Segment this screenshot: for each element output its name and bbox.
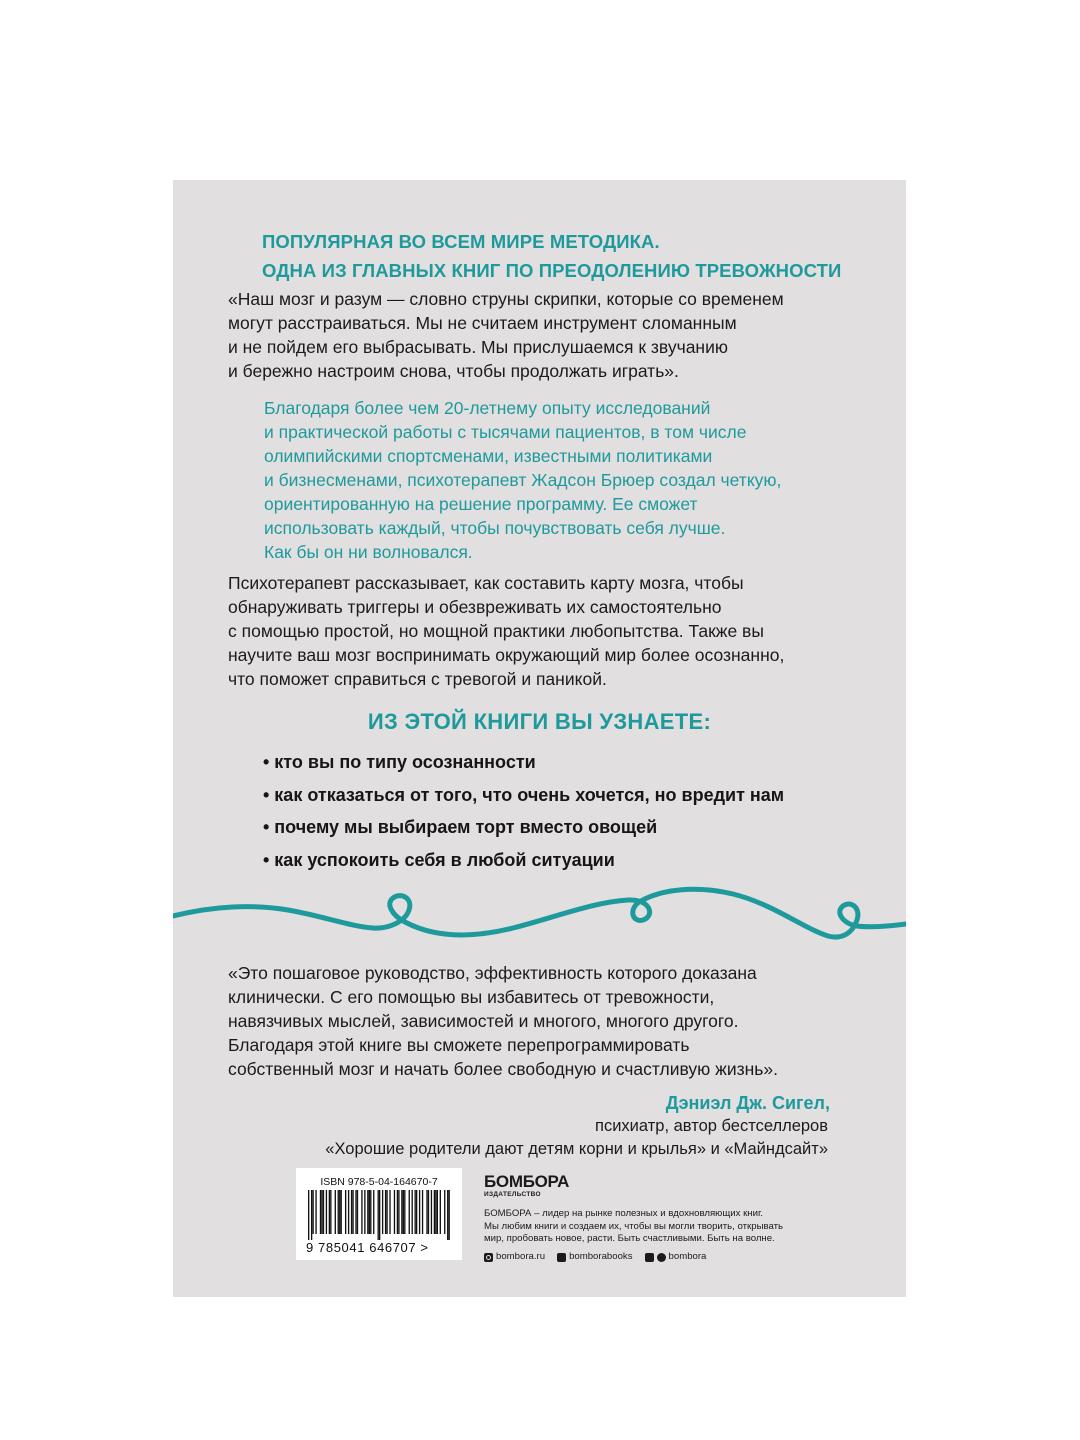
barcode-bar — [308, 1190, 309, 1240]
quote-line: клинически. С его помощью вы избавитесь от тревожности, — [228, 987, 715, 1007]
paragraph-line: научите ваш мозг воспринимать окружающий мир более осознанно, — [228, 645, 785, 665]
isbn-number: ISBN 978-5-04-164670-7 — [320, 1176, 438, 1188]
paragraph-line: обнаруживать триггеры и обезвреживать их самостоятельно — [228, 597, 722, 617]
endorsement-quote — [228, 961, 778, 1081]
barcode-bar — [357, 1190, 358, 1234]
list-item: • как успокоить себя в любой ситуации — [263, 849, 615, 870]
publisher-line: БОМБОРА – лидер на рынке полезных и вдохновляющих книг. — [484, 1208, 763, 1219]
barcode-bar — [373, 1190, 374, 1234]
social-label: bombora — [668, 1251, 707, 1262]
barcode-bar — [426, 1190, 427, 1234]
barcode-bar — [323, 1190, 324, 1234]
barcode-bar — [416, 1190, 417, 1234]
barcode-bar — [335, 1190, 336, 1234]
barcode-bar — [348, 1190, 349, 1234]
headline — [262, 227, 882, 285]
list-item: • как отказаться от того, что очень хочется, но вредит нам — [263, 784, 785, 805]
teal-line: и практической работы с тысячами пациентов, в том числе — [264, 422, 747, 442]
barcode-bar — [434, 1190, 435, 1234]
barcode-bar — [352, 1190, 353, 1234]
barcode-bar — [385, 1190, 386, 1234]
list-item: • почему мы выбираем торт вместо овощей — [263, 817, 658, 837]
social-youtube-telegram[interactable] — [645, 1251, 707, 1263]
barcode-bar — [386, 1190, 387, 1234]
barcode-bar — [364, 1190, 365, 1234]
barcode-bar — [382, 1190, 383, 1234]
barcode-bar — [312, 1190, 313, 1234]
logo-name: БОМБОРА — [484, 1172, 570, 1191]
quote-line: Благодаря этой книге вы сможете перепрограммировать — [228, 1035, 690, 1055]
barcode-bar — [379, 1190, 380, 1240]
endorsement-author: Дэниэл Дж. Сигел, — [665, 1093, 830, 1113]
paragraph-line: Психотерапевт рассказывает, как составить карту мозга, чтобы — [228, 573, 744, 593]
social-label: bombora.ru — [496, 1251, 546, 1262]
paragraph-line: что поможет справиться с тревогой и паникой. — [228, 669, 607, 689]
youtube-icon — [645, 1253, 654, 1262]
instagram-icon — [484, 1253, 493, 1262]
barcode-bar — [351, 1190, 352, 1234]
barcode-digits: 9 785041 646707 > — [306, 1240, 429, 1255]
book-back-cover — [173, 180, 906, 1297]
author-desc-line: «Хорошие родители дают детям корни и крылья» и «Майндсайт» — [325, 1140, 828, 1158]
social-vk[interactable] — [557, 1251, 632, 1263]
barcode-bar — [339, 1190, 340, 1234]
barcode-bar — [315, 1190, 316, 1234]
publisher-line: мир, пробовать новое, расти. Быть счастливыми. Быть на волне. — [484, 1233, 775, 1244]
barcode-bar — [398, 1190, 399, 1234]
teal-line: использовать каждый, чтобы почувствовать себя лучше. — [264, 518, 726, 538]
barcode-bar — [341, 1190, 342, 1234]
barcode-icon — [308, 1190, 450, 1240]
barcode-bar — [403, 1190, 404, 1234]
teal-line: и бизнесменами, психотерапевт Жадсон Брюер создал четкую, — [264, 470, 782, 490]
social-label: bomborabooks — [569, 1251, 633, 1262]
social-instagram[interactable] — [484, 1251, 545, 1263]
quote-line: навязчивых мыслей, зависимостей и многого, многого другого. — [228, 1011, 739, 1031]
barcode-bar — [320, 1190, 321, 1234]
barcode-bar — [378, 1190, 379, 1240]
barcode-bar — [415, 1190, 416, 1234]
paragraph-line: с помощью простой, но мощной практики любопытства. Также вы — [228, 621, 764, 641]
barcode-bar — [440, 1190, 441, 1234]
quote-line: могут расстраиваться. Мы не считаем инструмент сломанным — [228, 313, 737, 333]
learn-title: ИЗ ЭТОЙ КНИГИ ВЫ УЗНАЕТЕ: — [367, 709, 712, 734]
list-item: • кто вы по типу осознанности — [263, 752, 536, 772]
publisher-description — [484, 1208, 783, 1246]
quote-line: собственный мозг и начать более свободную и счастливую жизнь». — [228, 1059, 779, 1079]
description-paragraph — [228, 571, 784, 691]
teal-line: Как бы он ни волновался. — [264, 542, 473, 562]
barcode-bar — [444, 1190, 445, 1234]
logo-subtitle: ИЗДАТЕЛЬСТВО — [484, 1191, 541, 1198]
publisher-line: Мы любим книги и создаем их, чтобы вы могли творить, открывать — [484, 1220, 783, 1232]
barcode-bar — [321, 1190, 322, 1234]
headline-line-2: ОДНА ИЗ ГЛАВНЫХ КНИГ ПО ПРЕОДОЛЕНИЮ ТРЕВОЖНОСТИ — [262, 260, 842, 281]
barcode-bar — [431, 1190, 432, 1234]
barcode-bar — [361, 1190, 362, 1234]
barcode-bar — [394, 1190, 395, 1234]
opening-quote — [228, 287, 784, 383]
barcode-bar — [355, 1190, 356, 1234]
learn-list — [263, 746, 784, 876]
wave-string-decoration — [173, 880, 906, 960]
barcode-bar — [449, 1190, 450, 1240]
social-links — [484, 1251, 718, 1263]
quote-line: «Это пошаговое руководство, эффективность которого доказана — [228, 963, 757, 983]
quote-line: «Наш мозг и разум — словно струны скрипки, которые со временем — [228, 289, 784, 309]
barcode-bar — [367, 1190, 368, 1234]
barcode-bar — [338, 1190, 339, 1234]
barcode-bar — [419, 1190, 420, 1234]
barcode-bar — [409, 1190, 410, 1234]
barcode-bar — [428, 1190, 429, 1234]
teal-line: Благодаря более чем 20-летнему опыту исследований — [264, 398, 711, 418]
barcode-bar — [370, 1190, 371, 1234]
quote-line: и бережно настроим снова, чтобы продолжать играть». — [228, 361, 679, 381]
barcode-bar — [389, 1190, 390, 1234]
barcode-bar — [404, 1190, 405, 1234]
barcode-bar — [330, 1190, 331, 1234]
vk-icon — [557, 1253, 566, 1262]
teal-line: ориентированную на решение программу. Ее сможет — [264, 494, 698, 514]
publisher-logo — [484, 1173, 569, 1199]
quote-line: и не пойдем его выбрасывать. Мы прислушаемся к звучанию — [228, 337, 728, 357]
barcode-bar — [329, 1190, 330, 1234]
author-desc-line: психиатр, автор бестселлеров — [595, 1117, 828, 1135]
barcode-bar — [326, 1190, 327, 1234]
teal-line: олимпийскими спортсменами, известными политиками — [264, 446, 713, 466]
barcode-bar — [437, 1190, 438, 1234]
telegram-icon — [657, 1253, 666, 1262]
barcode-bar — [435, 1190, 436, 1234]
author-description — [325, 1115, 828, 1161]
headline-line-1: ПОПУЛЯРНАЯ ВО ВСЕМ МИРЕ МЕТОДИКА. — [262, 231, 660, 252]
barcode-panel — [296, 1168, 462, 1260]
barcode-bar — [311, 1190, 312, 1240]
barcode-bar — [345, 1190, 346, 1234]
teal-paragraph — [264, 396, 781, 564]
barcode-bar — [369, 1190, 370, 1234]
barcode-bar — [401, 1190, 402, 1234]
barcode-bar — [397, 1190, 398, 1234]
barcode-bar — [412, 1190, 413, 1234]
barcode-bar — [422, 1190, 423, 1234]
barcode-bar — [447, 1190, 448, 1240]
